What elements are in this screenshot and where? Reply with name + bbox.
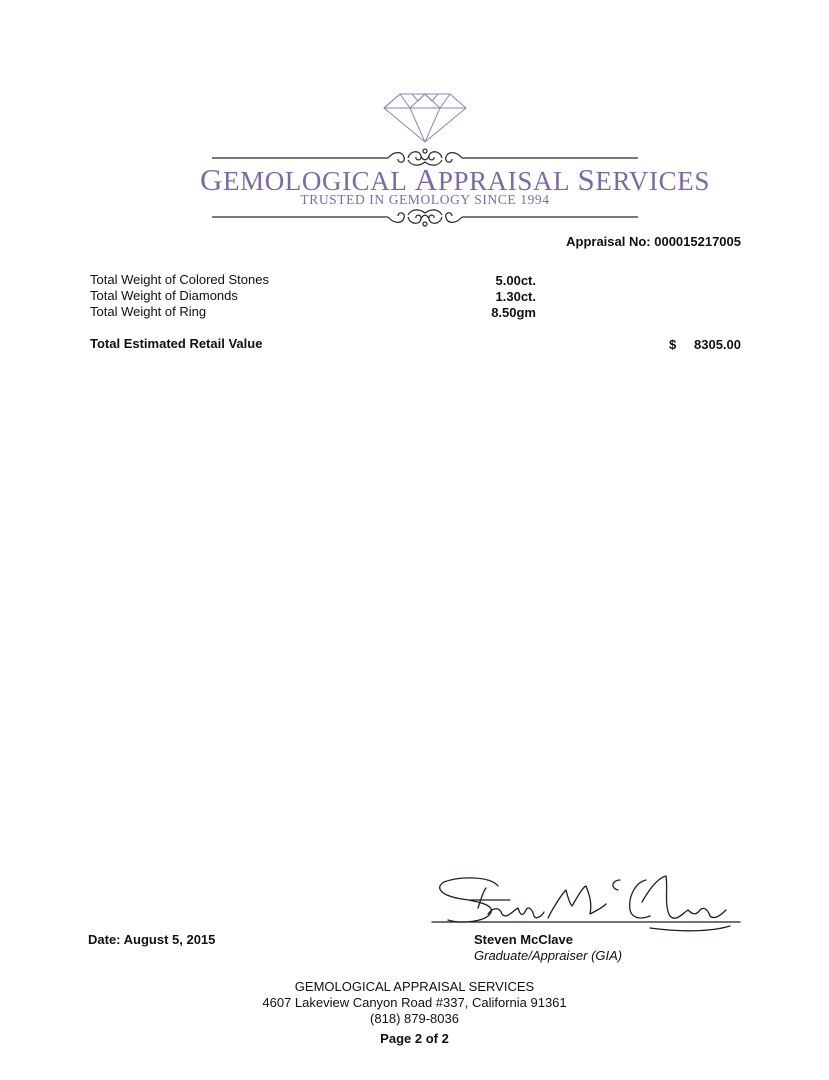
total-retail-value: 8305.00	[694, 337, 741, 352]
logo-name-initial-1: G	[200, 162, 223, 197]
logo-name-rest-2: PPRAISAL	[437, 166, 571, 196]
logo-flourish-bottom	[212, 206, 638, 228]
total-retail-value-label: Total Estimated Retail Value	[90, 336, 263, 351]
weight-value-ring: 8.50gm	[491, 305, 536, 320]
appraiser-name: Steven McClave	[474, 932, 573, 947]
appraiser-title: Graduate/Appraiser (GIA)	[474, 948, 623, 963]
logo-name-rest-3: ERVICES	[595, 166, 710, 196]
footer-address: 4607 Lakeview Canyon Road #337, California 91361	[262, 995, 567, 1010]
weight-label-colored-stones: Total Weight of Colored Stones	[90, 272, 269, 287]
currency-symbol: $	[669, 337, 677, 352]
weight-label-ring: Total Weight of Ring	[90, 304, 207, 319]
weight-value-diamonds: 1.30ct.	[495, 289, 536, 304]
weight-value-colored-stones: 5.00ct.	[495, 273, 536, 288]
company-tagline: TRUSTED IN GEMOLOGY SINCE 1994	[300, 192, 550, 207]
appraiser-signature	[430, 866, 742, 936]
page-number: Page 2 of 2	[380, 1031, 449, 1046]
appraisal-number: Appraisal No: 000015217005	[566, 234, 741, 249]
weight-label-diamonds: Total Weight of Diamonds	[90, 288, 238, 303]
appraisal-date: Date: August 5, 2015	[88, 932, 216, 947]
footer-company-name: GEMOLOGICAL APPRAISAL SERVICES	[294, 979, 535, 994]
logo-name-initial-2: A	[414, 162, 438, 197]
diamond-icon	[382, 92, 468, 144]
footer-phone: (818) 879-8036	[370, 1011, 459, 1026]
logo-name-rest-1: EMOLOGICAL	[223, 166, 408, 196]
logo-name-initial-3: S	[577, 162, 596, 197]
